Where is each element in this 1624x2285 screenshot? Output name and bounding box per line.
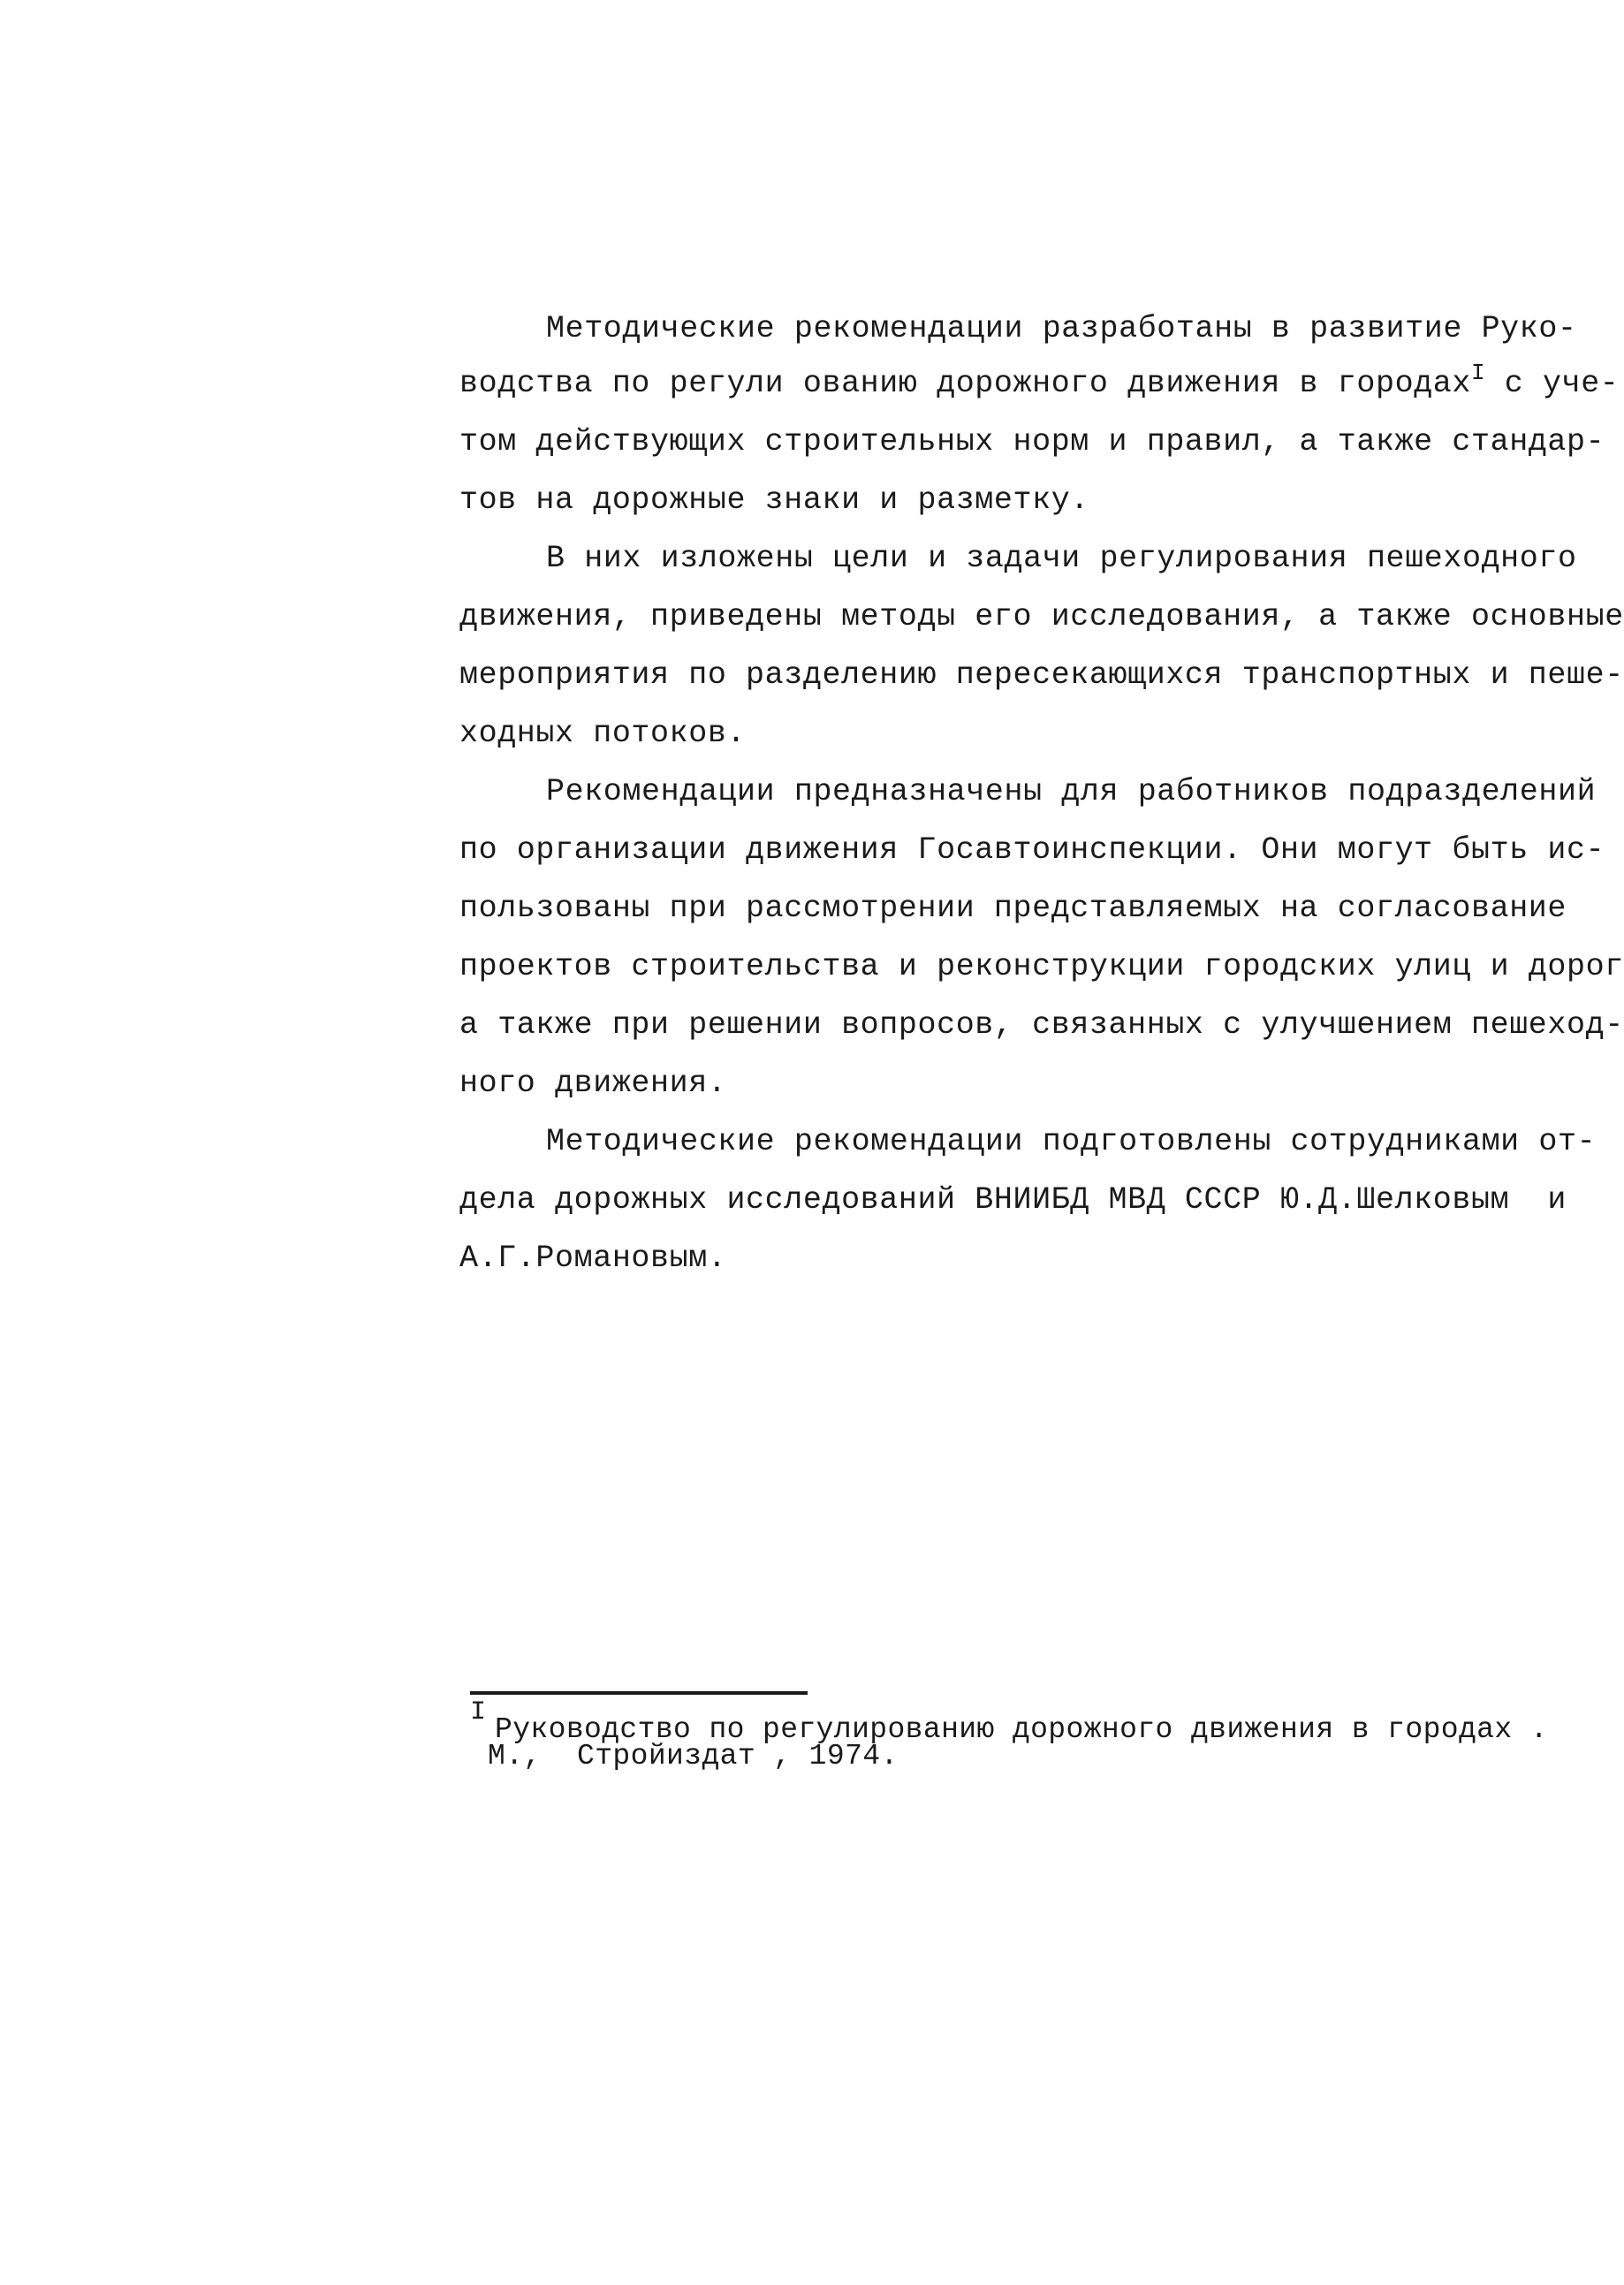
paragraph-1-line-2-text: водства по регули ованию дорожного движения в городах [459, 366, 1471, 401]
paragraph-3-line-6: ного движения. [459, 1066, 727, 1101]
paragraph-4-line-1: Методические рекомендации подготовлены сотрудниками от- [546, 1124, 1597, 1159]
footnote-divider [470, 1691, 808, 1695]
paragraph-2-line-2: движения, приведены методы его исследования, а также основные [459, 599, 1624, 634]
paragraph-4-line-3: А.Г.Романовым. [459, 1241, 727, 1276]
paragraph-1-line-3: том действующих строительных норм и правил, а также стандар- [459, 424, 1605, 459]
paragraph-1-line-4: тов на дорожные знаки и разметку. [459, 482, 1089, 518]
footnote-reference: I [1470, 360, 1486, 386]
footnote-line-2: М., Стройиздат , 1974. [488, 1740, 899, 1773]
paragraph-2-line-1: В них изложены цели и задачи регулирования пешеходного [546, 541, 1577, 576]
paragraph-3-line-3: пользованы при рассмотрении представляемых на согласование [459, 891, 1567, 926]
paragraph-1-line-1: Методические рекомендации разработаны в развитие Руко- [546, 311, 1577, 346]
footnote-line-1: Руководство по регулированию дорожного движения в городах . [495, 1713, 1548, 1746]
paragraph-3-line-4: проектов строительства и реконструкции городских улиц и дорог [459, 949, 1624, 984]
paragraph-3-line-5: а также при решении вопросов, связанных с улучшением пешеход- [459, 1007, 1624, 1043]
paragraph-2-line-4: ходных потоков. [459, 716, 747, 751]
paragraph-3-line-2: по организации движения Госавтоинспекции. Они могут быть ис- [459, 832, 1605, 868]
footnote-marker: I [470, 1697, 487, 1727]
paragraph-2-line-3: мероприятия по разделению пересекающихся транспортных и пеше- [459, 657, 1624, 693]
paragraph-1-line-2 [459, 360, 1620, 405]
paragraph-1-line-2-tail: с уче- [1485, 366, 1620, 401]
paragraph-3-line-1: Рекомендации предназначены для работников подразделений [546, 774, 1597, 809]
paragraph-4-line-2: дела дорожных исследований ВНИИБД МВД СССР Ю.Д.Шелковым и [459, 1182, 1567, 1218]
